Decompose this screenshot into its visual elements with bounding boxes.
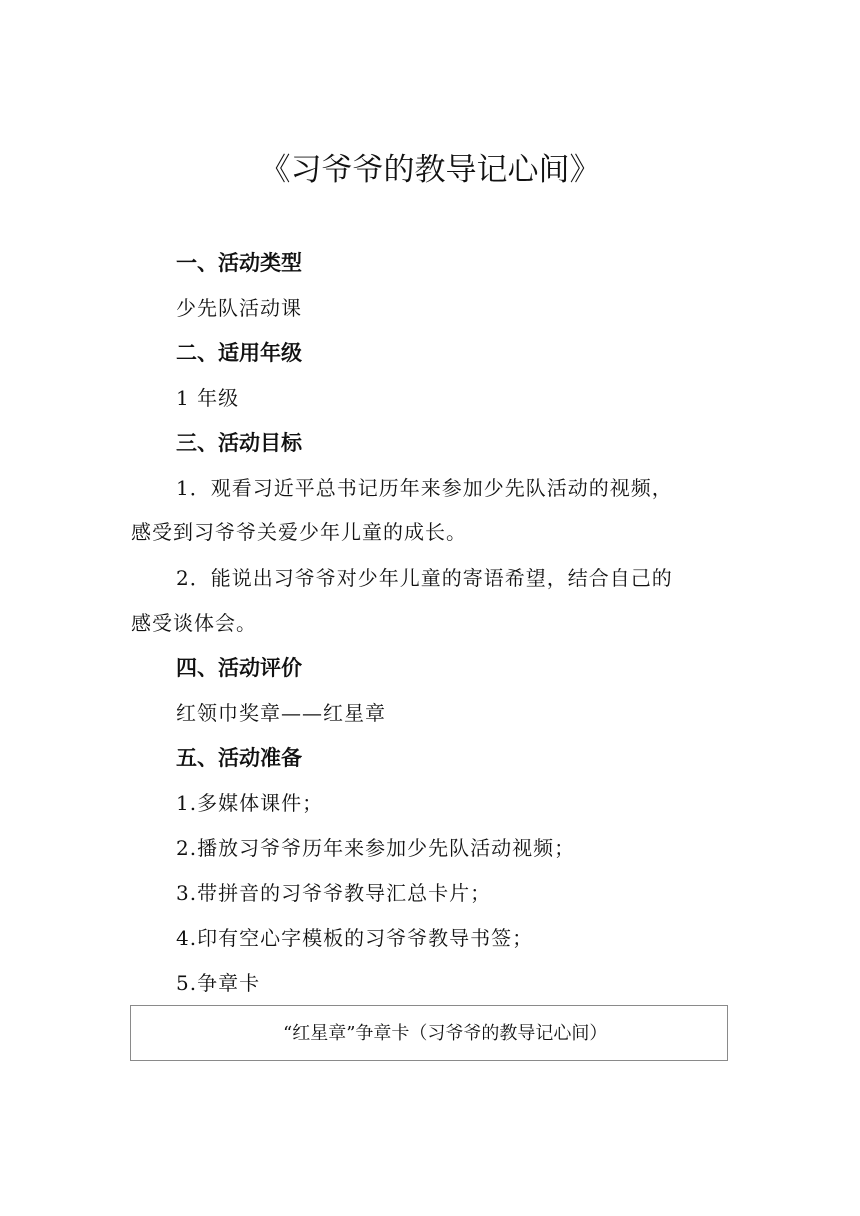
goal-1-line-1: 1．观看习近平总书记历年来参加少先队活动的视频， bbox=[176, 476, 673, 500]
preparation-item: 3.带拼音的习爷爷教导汇总卡片； bbox=[176, 881, 492, 905]
section-heading-activity-type: 一、活动类型 bbox=[176, 251, 302, 275]
section-heading-preparation: 五、活动准备 bbox=[176, 746, 302, 770]
goal-2-line-2: 感受谈体会。 bbox=[131, 611, 257, 635]
activity-type-text: 少先队活动课 bbox=[176, 296, 302, 320]
document-title: 《习爷爷的教导记心间》 bbox=[259, 152, 601, 188]
section-heading-goals: 三、活动目标 bbox=[176, 431, 302, 455]
evaluation-text: 红领巾奖章——红星章 bbox=[176, 701, 386, 725]
grade-text: 1 年级 bbox=[176, 386, 240, 410]
section-heading-evaluation: 四、活动评价 bbox=[176, 656, 302, 680]
preparation-item: 4.印有空心字模板的习爷爷教导书签； bbox=[176, 926, 534, 950]
preparation-item: 2.播放习爷爷历年来参加少先队活动视频； bbox=[176, 836, 576, 860]
goal-1-line-2: 感受到习爷爷关爱少年儿童的成长。 bbox=[131, 520, 467, 544]
preparation-item: 1.多媒体课件； bbox=[176, 791, 324, 815]
goal-2-line-1: 2．能说出习爷爷对少年儿童的寄语希望，结合自己的 bbox=[176, 566, 673, 590]
preparation-item: 5.争章卡 bbox=[176, 971, 261, 995]
section-heading-grade: 二、适用年级 bbox=[176, 341, 302, 365]
badge-card-title: “红星章”争章卡（习爷爷的教导记心间） bbox=[283, 1023, 608, 1044]
badge-card-table bbox=[130, 1005, 728, 1061]
